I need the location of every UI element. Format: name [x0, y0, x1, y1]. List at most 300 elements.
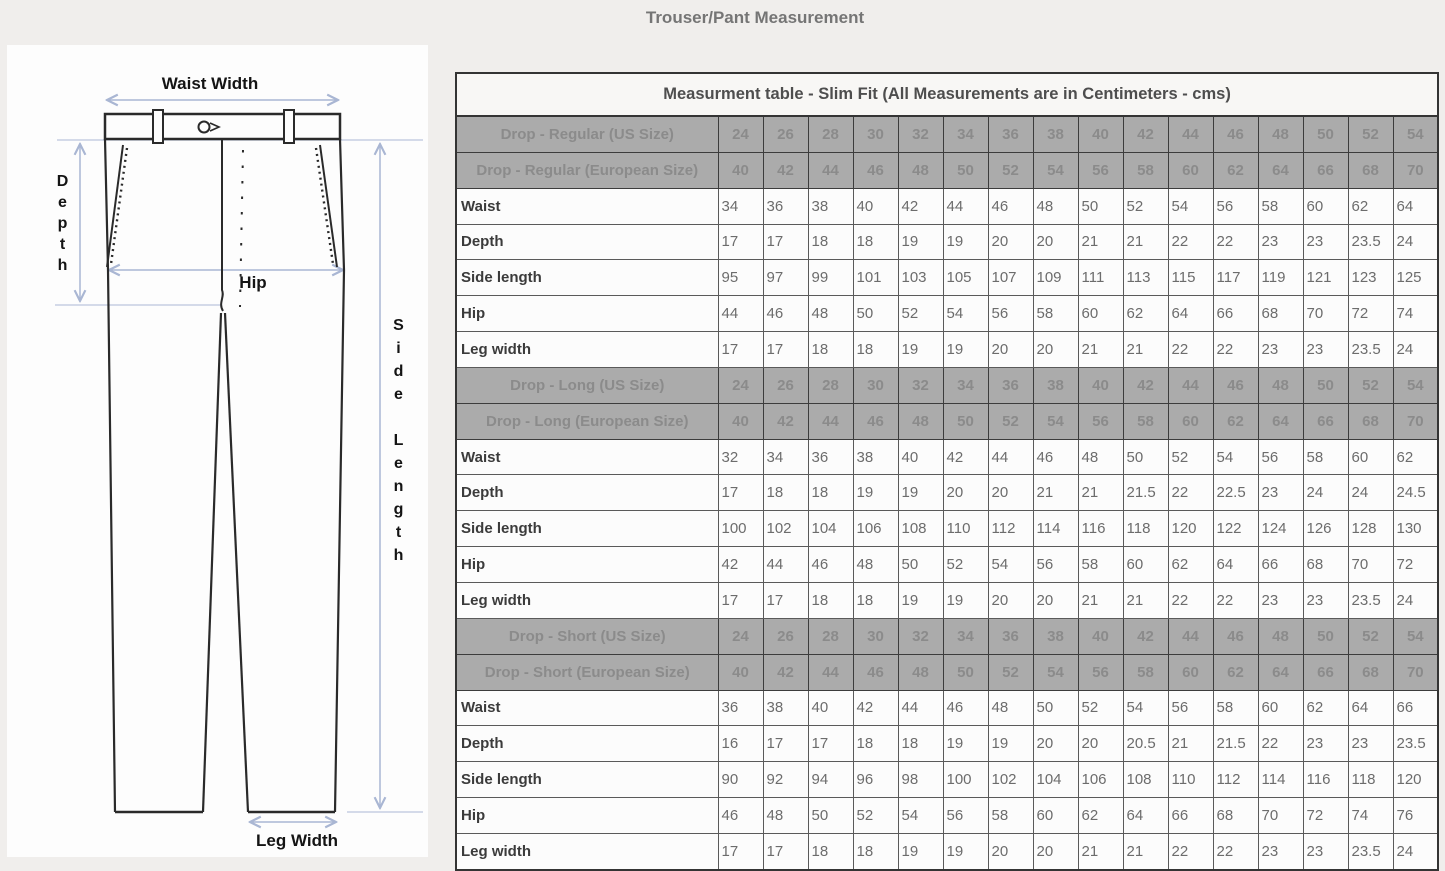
measurement-value-cell: 18 — [853, 224, 898, 260]
measurement-value-cell: 17 — [808, 726, 853, 762]
size-header-cell: 40 — [718, 654, 763, 690]
measurement-value-cell: 62 — [1078, 798, 1123, 834]
size-header-cell: 30 — [853, 367, 898, 403]
measurement-value-cell: 20 — [988, 332, 1033, 368]
measurement-value-cell: 18 — [808, 582, 853, 618]
measurement-value-cell: 23 — [1258, 332, 1303, 368]
size-header-cell: 54 — [1393, 618, 1438, 654]
size-header-cell: 42 — [1123, 116, 1168, 152]
measurement-value-cell: 48 — [1033, 188, 1078, 224]
measurement-value-cell: 19 — [853, 475, 898, 511]
depth-label: Depth — [54, 173, 71, 278]
size-header-cell: 68 — [1348, 403, 1393, 439]
size-header-cell: 70 — [1393, 654, 1438, 690]
measurement-value-cell: 17 — [763, 833, 808, 869]
measurement-value-cell: 18 — [853, 332, 898, 368]
size-header-cell: 62 — [1213, 654, 1258, 690]
hip-label: Hip — [239, 273, 267, 292]
measurement-value-cell: 44 — [718, 296, 763, 332]
measurement-value-cell: 117 — [1213, 260, 1258, 296]
measurement-value-cell: 21.5 — [1213, 726, 1258, 762]
measurement-value-cell: 60 — [1348, 439, 1393, 475]
measurement-value-cell: 115 — [1168, 260, 1213, 296]
measurement-value-cell: 18 — [808, 224, 853, 260]
size-header-cell: 44 — [808, 654, 853, 690]
measurement-value-cell: 70 — [1258, 798, 1303, 834]
measurement-value-cell: 108 — [898, 511, 943, 547]
measurement-value-cell: 74 — [1393, 296, 1438, 332]
side-length-label: Side Length — [390, 317, 407, 570]
size-header-cell: 52 — [988, 654, 1033, 690]
size-header-cell: 64 — [1258, 152, 1303, 188]
measurement-value-cell: 72 — [1393, 547, 1438, 583]
size-header-cell: 38 — [1033, 367, 1078, 403]
measurement-value-cell: 24.5 — [1393, 475, 1438, 511]
measurement-label: Hip — [456, 547, 718, 583]
measurement-value-cell: 22 — [1258, 726, 1303, 762]
measurement-value-cell: 36 — [718, 690, 763, 726]
measurement-value-cell: 38 — [808, 188, 853, 224]
size-header-cell: 26 — [763, 618, 808, 654]
measurement-value-cell: 22 — [1213, 833, 1258, 869]
measurement-value-cell: 106 — [1078, 762, 1123, 798]
measurement-value-cell: 23 — [1258, 475, 1303, 511]
measurement-label: Waist — [456, 439, 718, 475]
measurement-value-cell: 123 — [1348, 260, 1393, 296]
measurement-value-cell: 66 — [1258, 547, 1303, 583]
measurement-value-cell: 48 — [988, 690, 1033, 726]
size-header-cell: 62 — [1213, 152, 1258, 188]
measurement-value-cell: 107 — [988, 260, 1033, 296]
size-header-cell: 42 — [1123, 367, 1168, 403]
measurement-value-cell: 19 — [988, 726, 1033, 762]
size-header-cell: 58 — [1123, 403, 1168, 439]
measurement-value-cell: 21 — [1123, 582, 1168, 618]
measurement-row — [456, 762, 1438, 798]
size-header-row-eu — [456, 654, 1438, 690]
measurement-value-cell: 42 — [898, 188, 943, 224]
measurement-value-cell: 111 — [1078, 260, 1123, 296]
measurement-label: Leg width — [456, 582, 718, 618]
measurement-value-cell: 60 — [1033, 798, 1078, 834]
size-header-cell: 42 — [1123, 618, 1168, 654]
measurement-value-cell: 50 — [898, 547, 943, 583]
size-header-cell: 46 — [1213, 367, 1258, 403]
measurement-value-cell: 60 — [1303, 188, 1348, 224]
measurement-value-cell: 56 — [1033, 547, 1078, 583]
measurement-value-cell: 24 — [1393, 582, 1438, 618]
measurement-value-cell: 23 — [1258, 582, 1303, 618]
measurement-label: Leg width — [456, 332, 718, 368]
measurement-value-cell: 102 — [988, 762, 1033, 798]
size-header-cell: 64 — [1258, 403, 1303, 439]
size-header-cell: 48 — [1258, 367, 1303, 403]
size-header-cell: 38 — [1033, 618, 1078, 654]
measurement-label: Side length — [456, 762, 718, 798]
measurement-value-cell: 23 — [1303, 726, 1348, 762]
measurement-value-cell: 22 — [1168, 332, 1213, 368]
measurement-value-cell: 24 — [1303, 475, 1348, 511]
measurement-value-cell: 20 — [988, 475, 1033, 511]
size-header-label: Drop - Regular (European Size) — [456, 152, 718, 188]
measurement-value-cell: 50 — [1123, 439, 1168, 475]
measurement-value-cell: 66 — [1393, 690, 1438, 726]
measurement-value-cell: 125 — [1393, 260, 1438, 296]
size-header-cell: 28 — [808, 116, 853, 152]
size-header-label: Drop - Regular (US Size) — [456, 116, 718, 152]
size-header-cell: 24 — [718, 618, 763, 654]
measurement-value-cell: 110 — [943, 511, 988, 547]
measurement-value-cell: 22 — [1213, 224, 1258, 260]
measurement-value-cell: 22.5 — [1213, 475, 1258, 511]
measurement-value-cell: 118 — [1348, 762, 1393, 798]
measurement-value-cell: 22 — [1168, 475, 1213, 511]
measurement-value-cell: 19 — [898, 833, 943, 869]
measurement-value-cell: 52 — [1168, 439, 1213, 475]
measurement-value-cell: 58 — [1078, 547, 1123, 583]
measurement-value-cell: 112 — [1213, 762, 1258, 798]
measurement-value-cell: 95 — [718, 260, 763, 296]
measurement-value-cell: 19 — [943, 833, 988, 869]
measurement-value-cell: 22 — [1168, 224, 1213, 260]
measurement-value-cell: 21 — [1033, 475, 1078, 511]
size-header-row-eu — [456, 403, 1438, 439]
measurement-label: Waist — [456, 690, 718, 726]
measurement-value-cell: 104 — [1033, 762, 1078, 798]
measurement-value-cell: 54 — [1168, 188, 1213, 224]
measurement-value-cell: 20.5 — [1123, 726, 1168, 762]
measurement-value-cell: 116 — [1078, 511, 1123, 547]
measurement-value-cell: 21 — [1123, 833, 1168, 869]
measurement-value-cell: 60 — [1258, 690, 1303, 726]
measurement-value-cell: 52 — [1078, 690, 1123, 726]
measurement-value-cell: 21 — [1078, 475, 1123, 511]
measurement-value-cell: 64 — [1123, 798, 1168, 834]
measurement-value-cell: 54 — [898, 798, 943, 834]
waist-width-label: Waist Width — [161, 74, 259, 93]
measurement-label: Hip — [456, 296, 718, 332]
measurement-row — [456, 439, 1438, 475]
measurement-value-cell: 52 — [1123, 188, 1168, 224]
measurement-value-cell: 36 — [763, 188, 808, 224]
size-header-cell: 68 — [1348, 654, 1393, 690]
measurement-value-cell: 62 — [1168, 547, 1213, 583]
measurement-value-cell: 24 — [1393, 833, 1438, 869]
measurement-value-cell: 62 — [1393, 439, 1438, 475]
measurement-value-cell: 21.5 — [1123, 475, 1168, 511]
size-header-cell: 44 — [808, 403, 853, 439]
measurement-value-cell: 20 — [988, 224, 1033, 260]
measurement-value-cell: 23 — [1303, 224, 1348, 260]
measurement-value-cell: 48 — [808, 296, 853, 332]
measurement-value-cell: 17 — [718, 582, 763, 618]
size-header-cell: 54 — [1033, 403, 1078, 439]
size-header-label: Drop - Long (European Size) — [456, 403, 718, 439]
measurement-value-cell: 21 — [1123, 224, 1168, 260]
measurement-value-cell: 54 — [1123, 690, 1168, 726]
measurement-value-cell: 106 — [853, 511, 898, 547]
diagram-panel — [7, 45, 428, 857]
measurement-value-cell: 48 — [763, 798, 808, 834]
measurement-value-cell: 68 — [1258, 296, 1303, 332]
measurement-value-cell: 40 — [898, 439, 943, 475]
measurement-value-cell: 24 — [1348, 475, 1393, 511]
size-header-cell: 52 — [1348, 116, 1393, 152]
measurement-value-cell: 20 — [1033, 224, 1078, 260]
size-header-cell: 30 — [853, 618, 898, 654]
size-header-cell: 52 — [988, 152, 1033, 188]
size-header-cell: 48 — [1258, 116, 1303, 152]
measurement-value-cell: 70 — [1348, 547, 1393, 583]
measurement-value-cell: 18 — [853, 833, 898, 869]
measurement-value-cell: 19 — [898, 582, 943, 618]
size-header-row-us — [456, 618, 1438, 654]
measurement-value-cell: 23 — [1303, 332, 1348, 368]
measurement-value-cell: 92 — [763, 762, 808, 798]
measurement-value-cell: 104 — [808, 511, 853, 547]
measurement-value-cell: 20 — [988, 833, 1033, 869]
measurement-value-cell: 56 — [943, 798, 988, 834]
measurement-value-cell: 64 — [1168, 296, 1213, 332]
measurement-value-cell: 98 — [898, 762, 943, 798]
size-header-cell: 58 — [1123, 654, 1168, 690]
measurement-table — [455, 72, 1439, 871]
measurement-value-cell: 60 — [1123, 547, 1168, 583]
size-header-cell: 28 — [808, 367, 853, 403]
size-header-cell: 42 — [763, 403, 808, 439]
measurement-value-cell: 17 — [763, 224, 808, 260]
measurement-label: Depth — [456, 475, 718, 511]
size-header-cell: 64 — [1258, 654, 1303, 690]
measurement-value-cell: 62 — [1123, 296, 1168, 332]
measurement-value-cell: 48 — [1078, 439, 1123, 475]
measurement-value-cell: 56 — [1213, 188, 1258, 224]
measurement-value-cell: 17 — [763, 332, 808, 368]
measurement-value-cell: 56 — [988, 296, 1033, 332]
size-header-cell: 62 — [1213, 403, 1258, 439]
measurement-value-cell: 23 — [1258, 833, 1303, 869]
measurement-value-cell: 21 — [1078, 833, 1123, 869]
size-header-cell: 26 — [763, 367, 808, 403]
size-header-cell: 44 — [1168, 618, 1213, 654]
right-inseam — [225, 313, 248, 812]
size-header-cell: 66 — [1303, 403, 1348, 439]
measurement-value-cell: 18 — [808, 833, 853, 869]
measurement-row — [456, 547, 1438, 583]
measurement-value-cell: 54 — [943, 296, 988, 332]
size-header-cell: 70 — [1393, 403, 1438, 439]
measurement-value-cell: 19 — [898, 224, 943, 260]
size-header-row-eu — [456, 152, 1438, 188]
measurement-row — [456, 332, 1438, 368]
measurement-row — [456, 224, 1438, 260]
measurement-value-cell: 121 — [1303, 260, 1348, 296]
measurement-value-cell: 50 — [808, 798, 853, 834]
measurement-value-cell: 44 — [763, 547, 808, 583]
measurement-value-cell: 74 — [1348, 798, 1393, 834]
measurement-value-cell: 66 — [1213, 296, 1258, 332]
right-pocket-edge — [320, 145, 337, 267]
measurement-value-cell: 18 — [763, 475, 808, 511]
measurement-value-cell: 126 — [1303, 511, 1348, 547]
measurement-value-cell: 19 — [943, 224, 988, 260]
measurement-value-cell: 58 — [1213, 690, 1258, 726]
measurement-value-cell: 23 — [1303, 582, 1348, 618]
size-header-cell: 46 — [1213, 116, 1258, 152]
measurement-value-cell: 38 — [853, 439, 898, 475]
measurement-value-cell: 18 — [853, 582, 898, 618]
size-header-cell: 24 — [718, 116, 763, 152]
measurement-value-cell: 52 — [943, 547, 988, 583]
measurement-value-cell: 21 — [1078, 582, 1123, 618]
size-header-cell: 54 — [1393, 116, 1438, 152]
measurement-value-cell: 19 — [943, 332, 988, 368]
measurement-value-cell: 52 — [853, 798, 898, 834]
measurement-row — [456, 798, 1438, 834]
measurement-value-cell: 120 — [1393, 762, 1438, 798]
size-header-cell: 40 — [718, 403, 763, 439]
measurement-value-cell: 17 — [718, 332, 763, 368]
measurement-value-cell: 46 — [1033, 439, 1078, 475]
measurement-value-cell: 58 — [1033, 296, 1078, 332]
size-header-cell: 48 — [898, 654, 943, 690]
measurement-value-cell: 46 — [808, 547, 853, 583]
size-header-cell: 44 — [808, 152, 853, 188]
measurement-value-cell: 46 — [943, 690, 988, 726]
size-header-cell: 60 — [1168, 152, 1213, 188]
size-header-row-us — [456, 367, 1438, 403]
measurement-value-cell: 48 — [853, 547, 898, 583]
measurement-row — [456, 833, 1438, 869]
measurement-value-cell: 105 — [943, 260, 988, 296]
measurement-label: Side length — [456, 511, 718, 547]
measurement-value-cell: 21 — [1123, 332, 1168, 368]
belt-loop-right — [284, 110, 294, 143]
measurement-value-cell: 114 — [1258, 762, 1303, 798]
measurement-value-cell: 56 — [1258, 439, 1303, 475]
size-header-cell: 56 — [1078, 654, 1123, 690]
measurement-value-cell: 102 — [763, 511, 808, 547]
measurement-value-cell: 42 — [853, 690, 898, 726]
measurement-value-cell: 100 — [943, 762, 988, 798]
measurement-value-cell: 116 — [1303, 762, 1348, 798]
size-header-cell: 40 — [718, 152, 763, 188]
measurement-value-cell: 62 — [1303, 690, 1348, 726]
measurement-value-cell: 108 — [1123, 762, 1168, 798]
measurement-value-cell: 38 — [763, 690, 808, 726]
measurement-value-cell: 19 — [898, 475, 943, 511]
measurement-value-cell: 20 — [1033, 332, 1078, 368]
size-header-cell: 50 — [943, 403, 988, 439]
measurement-row — [456, 260, 1438, 296]
page-title: Trouser/Pant Measurement — [645, 8, 865, 27]
size-header-cell: 44 — [1168, 116, 1213, 152]
size-header-cell: 30 — [853, 116, 898, 152]
measurement-value-cell: 18 — [808, 332, 853, 368]
measurement-value-cell: 114 — [1033, 511, 1078, 547]
measurement-value-cell: 21 — [1078, 224, 1123, 260]
size-header-cell: 66 — [1303, 152, 1348, 188]
measurement-label: Depth — [456, 726, 718, 762]
size-header-label: Drop - Long (US Size) — [456, 367, 718, 403]
measurement-value-cell: 19 — [943, 726, 988, 762]
measurement-value-cell: 21 — [1078, 332, 1123, 368]
size-header-cell: 46 — [853, 403, 898, 439]
size-header-label: Drop - Short (US Size) — [456, 618, 718, 654]
measurement-value-cell: 18 — [853, 726, 898, 762]
size-header-cell: 70 — [1393, 152, 1438, 188]
measurement-row — [456, 296, 1438, 332]
size-header-cell: 60 — [1168, 403, 1213, 439]
measurement-value-cell: 23 — [1303, 833, 1348, 869]
measurement-value-cell: 90 — [718, 762, 763, 798]
size-header-cell: 50 — [1303, 367, 1348, 403]
measurement-value-cell: 52 — [898, 296, 943, 332]
measurement-value-cell: 44 — [988, 439, 1033, 475]
size-header-cell: 34 — [943, 367, 988, 403]
measurement-value-cell: 22 — [1213, 582, 1258, 618]
measurement-label: Side length — [456, 260, 718, 296]
measurement-value-cell: 46 — [988, 188, 1033, 224]
measurement-value-cell: 50 — [853, 296, 898, 332]
measurement-value-cell: 72 — [1348, 296, 1393, 332]
measurement-value-cell: 122 — [1213, 511, 1258, 547]
size-header-cell: 42 — [763, 152, 808, 188]
measurement-value-cell: 17 — [763, 726, 808, 762]
size-header-cell: 36 — [988, 116, 1033, 152]
measurement-value-cell: 17 — [718, 475, 763, 511]
measurement-value-cell: 23.5 — [1348, 582, 1393, 618]
measurement-value-cell: 23.5 — [1393, 726, 1438, 762]
measurement-value-cell: 118 — [1123, 511, 1168, 547]
size-header-cell: 34 — [943, 116, 988, 152]
measurement-value-cell: 44 — [943, 188, 988, 224]
measurement-value-cell: 68 — [1213, 798, 1258, 834]
measurement-value-cell: 36 — [808, 439, 853, 475]
measurement-value-cell: 50 — [1033, 690, 1078, 726]
measurement-value-cell: 19 — [943, 582, 988, 618]
size-header-cell: 44 — [1168, 367, 1213, 403]
measurement-value-cell: 128 — [1348, 511, 1393, 547]
measurement-value-cell: 60 — [1078, 296, 1123, 332]
size-header-cell: 66 — [1303, 654, 1348, 690]
left-inseam — [203, 313, 221, 812]
leg-width-label: Leg Width — [256, 831, 338, 850]
size-header-cell: 26 — [763, 116, 808, 152]
size-header-cell: 46 — [853, 152, 898, 188]
measurement-value-cell: 44 — [898, 690, 943, 726]
measurement-value-cell: 42 — [943, 439, 988, 475]
measurement-value-cell: 101 — [853, 260, 898, 296]
measurement-value-cell: 100 — [718, 511, 763, 547]
size-header-cell: 40 — [1078, 618, 1123, 654]
size-header-cell: 54 — [1033, 152, 1078, 188]
measurement-value-cell: 72 — [1303, 798, 1348, 834]
size-header-cell: 48 — [1258, 618, 1303, 654]
measurement-value-cell: 130 — [1393, 511, 1438, 547]
measurement-value-cell: 32 — [718, 439, 763, 475]
size-header-cell: 50 — [1303, 618, 1348, 654]
measurement-value-cell: 22 — [1213, 332, 1258, 368]
measurement-value-cell: 23.5 — [1348, 833, 1393, 869]
size-header-cell: 54 — [1033, 654, 1078, 690]
right-outer-seam — [335, 139, 344, 812]
size-header-cell: 56 — [1078, 152, 1123, 188]
size-header-cell: 34 — [943, 618, 988, 654]
size-header-cell: 52 — [1348, 618, 1393, 654]
measurement-value-cell: 124 — [1258, 511, 1303, 547]
measurement-value-cell: 24 — [1393, 224, 1438, 260]
